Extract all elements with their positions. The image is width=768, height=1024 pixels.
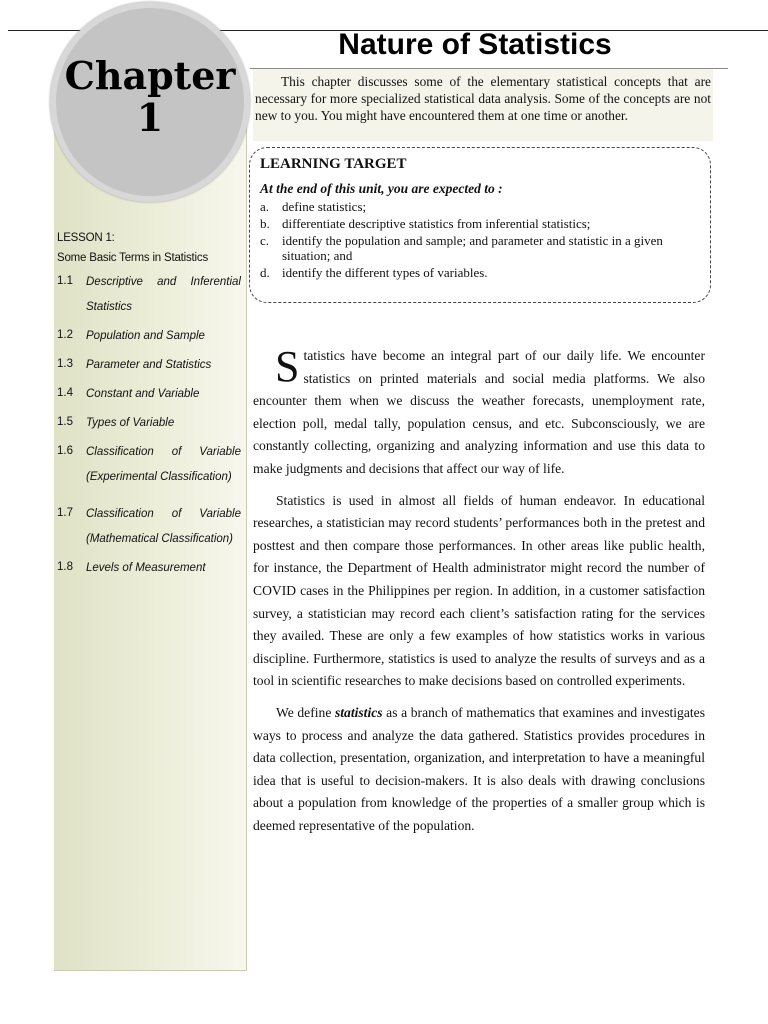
list-item: b. differentiate descriptive statistics from inferential statistics; — [260, 216, 591, 231]
lesson-topic-item[interactable]: 1.1 Descriptive and Inferential Statistics — [57, 275, 241, 313]
lesson-topic-item[interactable]: 1.6 Classification of Variable (Experimental Classification) — [57, 445, 241, 483]
learning-target-box — [249, 147, 711, 303]
chapter-label: Chapter — [64, 53, 236, 98]
learning-target-heading: LEARNING TARGET — [260, 156, 407, 172]
lesson-topic-item[interactable]: 1.2 Population and Sample — [57, 329, 205, 342]
lesson-title — [57, 228, 245, 268]
paragraph-1: Statistics have become an integral part of our daily life. We encounter statistics on printed materials and social media platforms. We also encounter them when we discuss the weather forecasts, unemployment rate, election poll, medal tally, population census, and etc. Subconsciously, we are constantly collecting, organizing and analyzing information and use this data to make judgments and decisions that affect our way of life. — [253, 342, 705, 476]
paragraph-3: We define statistics as a branch of mathematics that examines and investigates ways to process and analyze the data gathered. Statistics provides procedures in data collection, presentation, organization, and interpretation to have a meaningful idea that is useful to decision-makers. It is also deals with drawing conclusions about a population from knowledge of the properties of a smaller group which is deemed representative of the population. — [253, 704, 705, 833]
list-item: a. define statistics; — [260, 199, 367, 214]
drop-cap: S — [275, 342, 300, 391]
lesson-name: Some Basic Terms in Statistics — [57, 252, 209, 264]
learning-target-list — [260, 199, 700, 280]
page-title: Nature of Statistics — [338, 28, 612, 61]
paragraph-2: Statistics is used in almost all fields of human endeavor. In educational researches, a statistician may record students’ performances both in the pretest and posttest and then compare those performances. In other areas like public health, for instance, the Department of Health administrator might record the number of COVID cases in the Philippines per region. In addition, in a customer satisfaction survey, a statistician may record each client’s satisfaction rating for the services they availed. These are only a few examples of how statistics works in various discipline. Furthermore, statistics is used to analyze the results of surveys and as a tool in scientific researches to make decisions based on controlled experiments. — [253, 492, 705, 689]
body-text — [253, 342, 705, 846]
lesson-topic-item[interactable]: 1.8 Levels of Measurement — [57, 561, 206, 574]
intro-box — [253, 69, 713, 141]
lesson-topic-item[interactable]: 1.3 Parameter and Statistics — [57, 358, 212, 371]
lesson-topic-item[interactable]: 1.7 Classification of Variable (Mathematical Classification) — [57, 507, 241, 545]
lesson-label: LESSON 1: — [57, 232, 115, 244]
learning-target-subheading: At the end of this unit, you are expected to : — [260, 181, 503, 196]
defined-term: statistics — [334, 704, 383, 720]
intro-text: This chapter discusses some of the elementary statistical concepts that are necessary for more specialized statistical data analysis. Some of the concepts are not new to you. You might have encountered them at one time or another. — [255, 74, 711, 123]
list-item: c. identify the population and sample; and parameter and statistic in a given situation; and — [260, 233, 663, 263]
chapter-number: 1 — [136, 95, 164, 140]
list-item: d. identify the different types of variables. — [260, 265, 488, 280]
lesson-topic-item[interactable]: 1.5 Types of Variable — [57, 416, 175, 429]
lesson-topic-item[interactable]: 1.4 Constant and Variable — [57, 387, 200, 400]
